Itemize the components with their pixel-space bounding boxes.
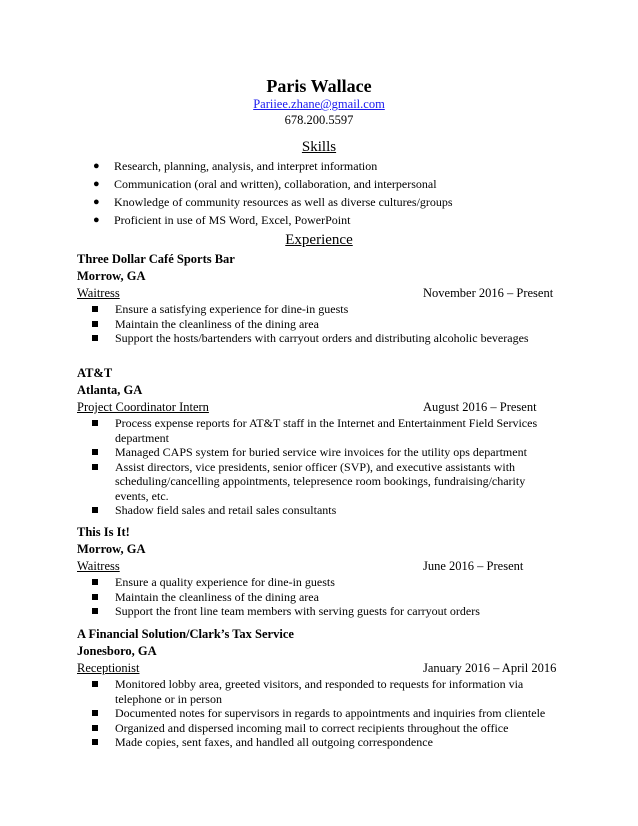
phone-number: 678.200.5597 (284, 113, 354, 127)
square-bullet-icon (92, 594, 98, 600)
skill-item (92, 157, 592, 175)
job-role: Project Coordinator Intern (77, 400, 209, 414)
job-bullet-text: Organized and dispersed incoming mail to correct recipients throughout the office (115, 720, 509, 735)
job-bullet (77, 445, 561, 460)
square-bullet-icon (92, 321, 98, 327)
job-location: Jonesboro, GA (77, 644, 157, 658)
job-bullet-text: Maintain the cleanliness of the dining area (115, 589, 319, 604)
square-bullet-icon (92, 507, 98, 513)
job-bullet (77, 317, 561, 332)
job-role: Waitress (77, 559, 120, 573)
skill-item (92, 211, 592, 229)
square-bullet-icon (92, 739, 98, 745)
job-bullet-text: Support the front line team members with serving guests for carryout orders (115, 604, 480, 618)
job-bullets (77, 677, 561, 750)
job-role-row (77, 660, 561, 677)
job-bullet (77, 735, 561, 750)
skill-text: Communication (oral and written), collaboration, and interpersonal (114, 177, 437, 191)
square-bullet-icon (92, 420, 98, 426)
job-bullets (77, 416, 561, 518)
job-bullet (77, 460, 561, 504)
job-bullet (77, 677, 561, 706)
job-entry (77, 524, 561, 619)
email-link[interactable]: Pariiee.zhane@gmail.com (253, 97, 385, 111)
bullet-icon: ● (93, 196, 100, 208)
job-bullet-text: Process expense reports for AT&T staff in the Internet and Entertainment Field Services department (115, 416, 538, 445)
job-entry (77, 626, 561, 750)
square-bullet-icon (92, 464, 98, 470)
square-bullet-icon (92, 335, 98, 341)
job-bullet (77, 706, 561, 721)
square-bullet-icon (92, 306, 98, 312)
skills-list (92, 157, 592, 229)
job-location: Atlanta, GA (77, 383, 143, 397)
square-bullet-icon (92, 725, 98, 731)
job-role-row (77, 558, 561, 575)
square-bullet-icon (92, 681, 98, 687)
skill-text: Research, planning, analysis, and interpret information (114, 159, 378, 173)
job-bullet-text: Assist directors, vice presidents, senior officer (SVP), and executive assistants with scheduling/cancelling appointments, telepresence room bookings, fundraising/charity events, etc. (115, 459, 526, 503)
job-bullet (77, 503, 561, 518)
job-dates: August 2016 – Present (423, 400, 537, 414)
square-bullet-icon (92, 449, 98, 455)
job-bullet (77, 416, 561, 445)
experience-heading: Experience (285, 232, 353, 248)
job-role: Waitress (77, 286, 120, 300)
job-bullets (77, 302, 561, 346)
job-bullet (77, 302, 561, 317)
job-role-row (77, 399, 561, 416)
job-bullet-text: Ensure a satisfying experience for dine-in guests (115, 302, 349, 316)
job-bullet-text: Shadow field sales and retail sales consultants (115, 503, 337, 517)
job-bullet-text: Managed CAPS system for buried service wire invoices for the utility ops department (115, 445, 527, 459)
job-bullet-text: Ensure a quality experience for dine-in guests (115, 575, 335, 589)
job-company: AT&T (77, 366, 113, 380)
bullet-icon: ● (93, 178, 100, 190)
job-entry (77, 365, 561, 518)
candidate-name: Paris Wallace (266, 76, 372, 96)
job-dates: June 2016 – Present (423, 559, 524, 573)
job-bullet (77, 604, 561, 619)
job-company: Three Dollar Café Sports Bar (77, 252, 235, 266)
job-entry (77, 251, 561, 346)
job-bullet-text: Made copies, sent faxes, and handled all outgoing correspondence (115, 735, 433, 749)
skill-item (92, 175, 592, 193)
job-bullet-text: Maintain the cleanliness of the dining area (115, 316, 319, 331)
job-bullet (77, 331, 561, 346)
square-bullet-icon (92, 608, 98, 614)
job-company: A Financial Solution/Clark’s Tax Service (77, 627, 294, 641)
bullet-icon: ● (93, 214, 100, 226)
skill-text: Proficient in use of MS Word, Excel, PowerPoint (114, 213, 351, 227)
job-bullet (77, 575, 561, 590)
skill-text: Knowledge of community resources as well as diverse cultures/groups (114, 195, 453, 209)
skill-item (92, 193, 592, 211)
square-bullet-icon (92, 710, 98, 716)
job-location: Morrow, GA (77, 542, 146, 556)
job-bullet (77, 721, 561, 736)
square-bullet-icon (92, 579, 98, 585)
job-bullet-text: Documented notes for supervisors in regards to appointments and inquiries from clientele (115, 706, 546, 720)
job-bullets (77, 575, 561, 619)
skills-heading: Skills (301, 139, 337, 155)
job-role: Receptionist (77, 661, 140, 675)
job-bullet-text: Monitored lobby area, greeted visitors, and responded to requests for information via telephone or in person (115, 677, 524, 706)
job-bullet-text: Support the hosts/bartenders with carryout orders and distributing alcoholic beverages (115, 331, 529, 345)
bullet-icon: ● (93, 160, 100, 172)
job-role-row (77, 285, 561, 302)
job-dates: November 2016 – Present (423, 286, 554, 300)
job-bullet (77, 590, 561, 605)
job-company: This Is It! (77, 525, 130, 539)
job-dates: January 2016 – April 2016 (423, 661, 557, 675)
job-location: Morrow, GA (77, 269, 146, 283)
